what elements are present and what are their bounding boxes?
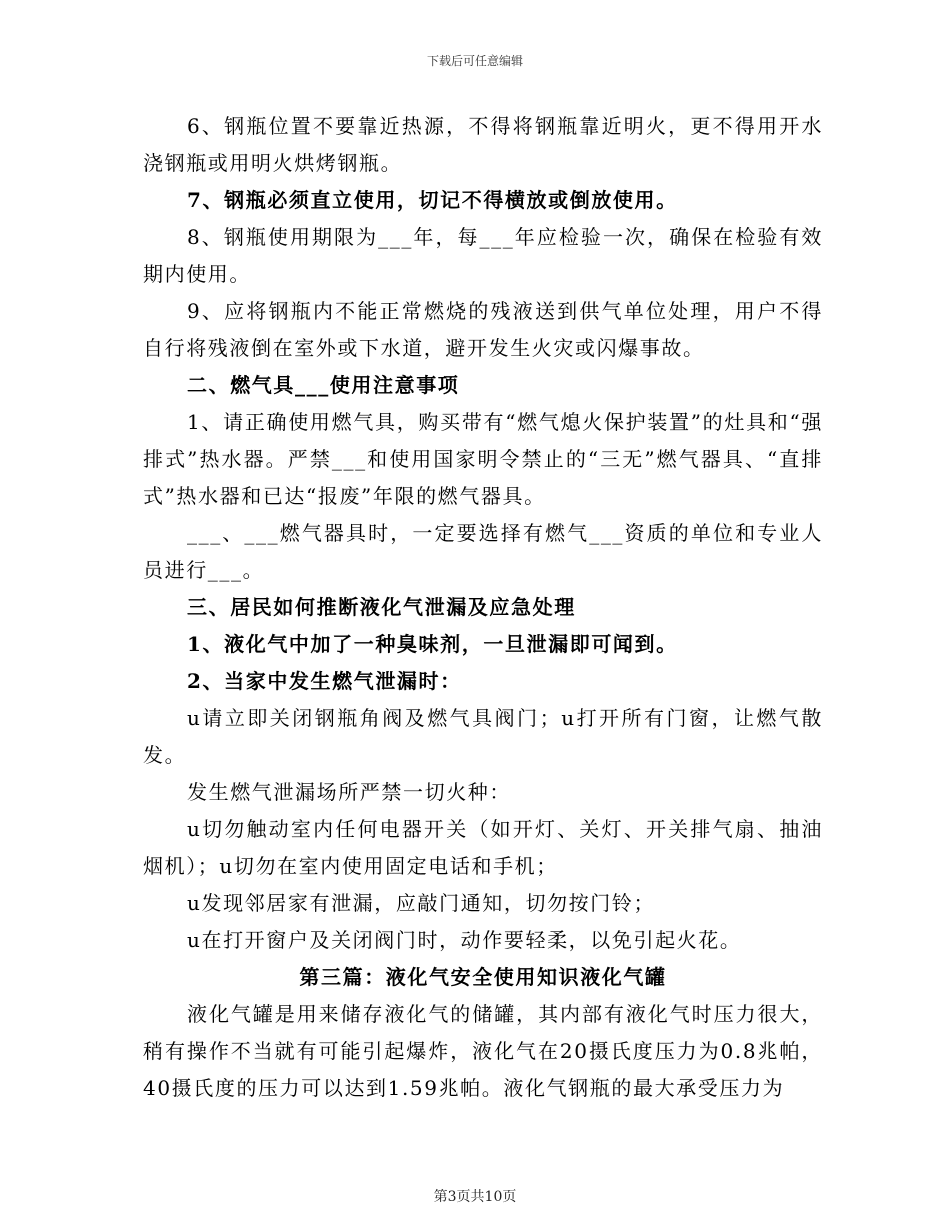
paragraph-bold: 2、当家中发生燃气泄漏时： — [187, 669, 462, 693]
paragraph: 6、钢瓶位置不要靠近热源，不得将钢瓶靠近明火，更不得用开水浇钢瓶或用明火烘烤钢瓶。 — [143, 114, 823, 175]
section-heading: 二、燃气具___使用注意事项 — [187, 373, 460, 397]
section-heading: 三、居民如何推断液化气泄漏及应急处理 — [187, 595, 576, 619]
paragraph: 9、应将钢瓶内不能正常燃烧的残液送到供气单位处理，用户不得自行将残液倒在室外或下水道，避开发生火灾或闪爆事故。 — [143, 299, 823, 360]
paragraph: u发现邻居家有泄漏，应敲门通知，切勿按门铃； — [187, 891, 656, 915]
paragraph: 液化气罐是用来储存液化气的储罐，其内部有液化气时压力很大，稍有操作不当就有可能引起爆炸，液化气在20摄氏度压力为0.8兆帕，40摄氏度的压力可以达到1.59兆帕。液化气钢瓶的最大承受压力为 — [143, 1002, 823, 1100]
paragraph: ___、___燃气器具时，一定要选择有燃气___资质的单位和专业人员进行___。 — [143, 521, 823, 582]
paragraph: 8、钢瓶使用期限为___年，每___年应检验一次，确保在检验有效期内使用。 — [143, 225, 823, 286]
page-header: 下载后可任意编辑 — [426, 54, 523, 68]
paragraph: 1、请正确使用燃气具，购买带有“燃气熄火保护装置”的灶具和“强排式”热水器。严禁___和使用国家明令禁止的“三无”燃气器具、“直排式”热水器和已达“报废”年限的燃气器具。 — [143, 410, 823, 508]
paragraph-bold: 7、钢瓶必须直立使用，切记不得横放或倒放使用。 — [187, 188, 678, 212]
paragraph: 发生燃气泄漏场所严禁一切火种： — [187, 780, 511, 804]
paragraph: u切勿触动室内任何电器开关（如开灯、关灯、开关排气扇、抽油烟机）；u切勿在室内使用固定电话和手机； — [143, 817, 823, 878]
page-footer: 第3页共10页 — [433, 1189, 517, 1205]
chapter-title: 第三篇：液化气安全使用知识液化气罐 — [299, 965, 667, 989]
paragraph: u在打开窗户及关闭阀门时，动作要轻柔，以免引起火花。 — [187, 928, 742, 952]
paragraph-bold: 1、液化气中加了一种臭味剂，一旦泄漏即可闻到。 — [187, 632, 678, 656]
document-body — [143, 108, 823, 1107]
paragraph: u请立即关闭钢瓶角阀及燃气具阀门；u打开所有门窗，让燃气散发。 — [143, 706, 823, 767]
